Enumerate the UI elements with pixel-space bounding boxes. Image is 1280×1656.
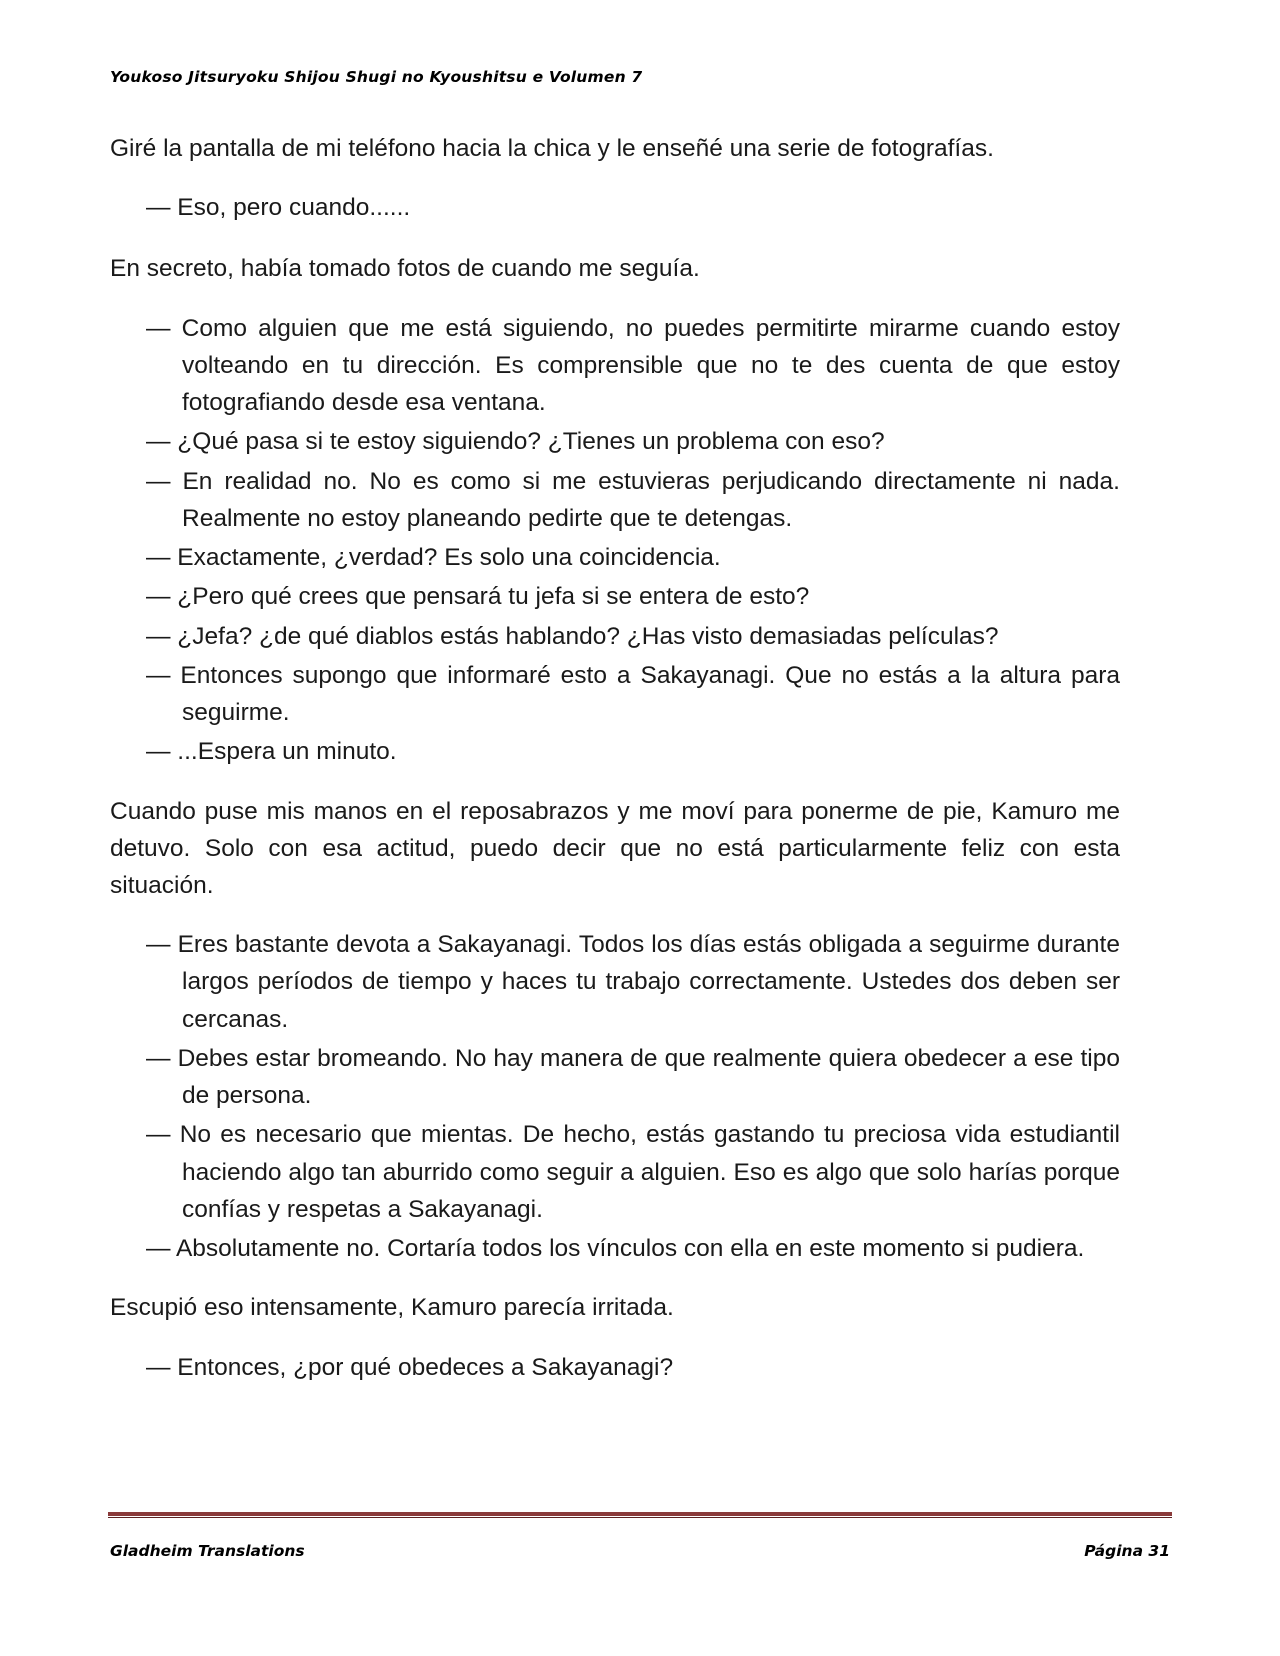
page-footer bbox=[110, 1542, 1170, 1560]
dialogue-line: — Absolutamente no. Cortaría todos los vínculos con ella en este momento si pudiera. bbox=[146, 1235, 1085, 1263]
dialogue-line: — Eres bastante devota a Sakayanagi. Todos los días estás obligada a seguirme durante largos períodos de tiempo y haces tu trabajo correctamente. Ustedes dos deben ser cercanas. bbox=[146, 931, 1120, 1033]
dialogue-line: — No es necesario que mientas. De hecho, estás gastando tu preciosa vida estudiantil haciendo algo tan aburrido como seguir a alguien. Eso es algo que solo harías porque confías y respetas a Sakayanagi. bbox=[146, 1121, 1120, 1223]
footer-translator: Gladheim Translations bbox=[110, 1542, 305, 1560]
dialogue-line: — ¿Pero qué crees que pensará tu jefa si se entera de esto? bbox=[146, 583, 810, 611]
page-content bbox=[110, 130, 1120, 1410]
paragraph-1: Giré la pantalla de mi teléfono hacia la chica y le enseñé una serie de fotografías. bbox=[110, 135, 994, 162]
page-header bbox=[110, 68, 1170, 86]
dialogue-line: — Exactamente, ¿verdad? Es solo una coincidencia. bbox=[146, 544, 721, 572]
dialogue-line-2: — Entonces, ¿por qué obedeces a Sakayanagi? bbox=[146, 1353, 674, 1381]
dialogue-line: — Como alguien que me está siguiendo, no puedes permitirte mirarme cuando estoy volteando en tu dirección. Es comprensible que no te des cuenta de que estoy fotografiando desde esa ventana. bbox=[146, 314, 1120, 417]
dialogue-line: — Debes estar bromeando. No hay manera de que realmente quiera obedecer a ese tipo de persona. bbox=[146, 1044, 1120, 1110]
dialogue-line: — ¿Qué pasa si te estoy siguiendo? ¿Tienes un problema con eso? bbox=[146, 428, 885, 456]
dialogue-line: — En realidad no. No es como si me estuvieras perjudicando directamente ni nada. Realmente no estoy planeando pedirte que te detengas. bbox=[146, 467, 1120, 532]
dialogue-block-1 bbox=[110, 310, 1120, 771]
dialogue-line: — ...Espera un minuto. bbox=[146, 738, 397, 766]
footer-page-number: Página 31 bbox=[1084, 1542, 1170, 1560]
dialogue-line: — Entonces supongo que informaré esto a Sakayanagi. Que no estás a la altura para seguirme. bbox=[146, 661, 1120, 727]
header-title: Youkoso Jitsuryoku Shijou Shugi no Kyoushitsu e Volumen 7 bbox=[110, 68, 643, 86]
dialogue-line: — ¿Jefa? ¿de qué diablos estás hablando? ¿Has visto demasiadas películas? bbox=[146, 622, 999, 650]
paragraph-3: Cuando puse mis manos en el reposabrazos y me moví para ponerme de pie, Kamuro me detuvo. Solo con esa actitud, puedo decir que no está particularmente feliz con esta situación. bbox=[110, 797, 1120, 899]
paragraph-4: Escupió eso intensamente, Kamuro parecía irritada. bbox=[110, 1294, 674, 1322]
dialogue-line-1: — Eso, pero cuando...... bbox=[146, 194, 411, 222]
footer-divider bbox=[108, 1512, 1172, 1516]
footer-divider-shadow bbox=[108, 1517, 1172, 1518]
dialogue-block-2 bbox=[110, 926, 1120, 1267]
paragraph-2: En secreto, había tomado fotos de cuando me seguía. bbox=[110, 255, 700, 283]
